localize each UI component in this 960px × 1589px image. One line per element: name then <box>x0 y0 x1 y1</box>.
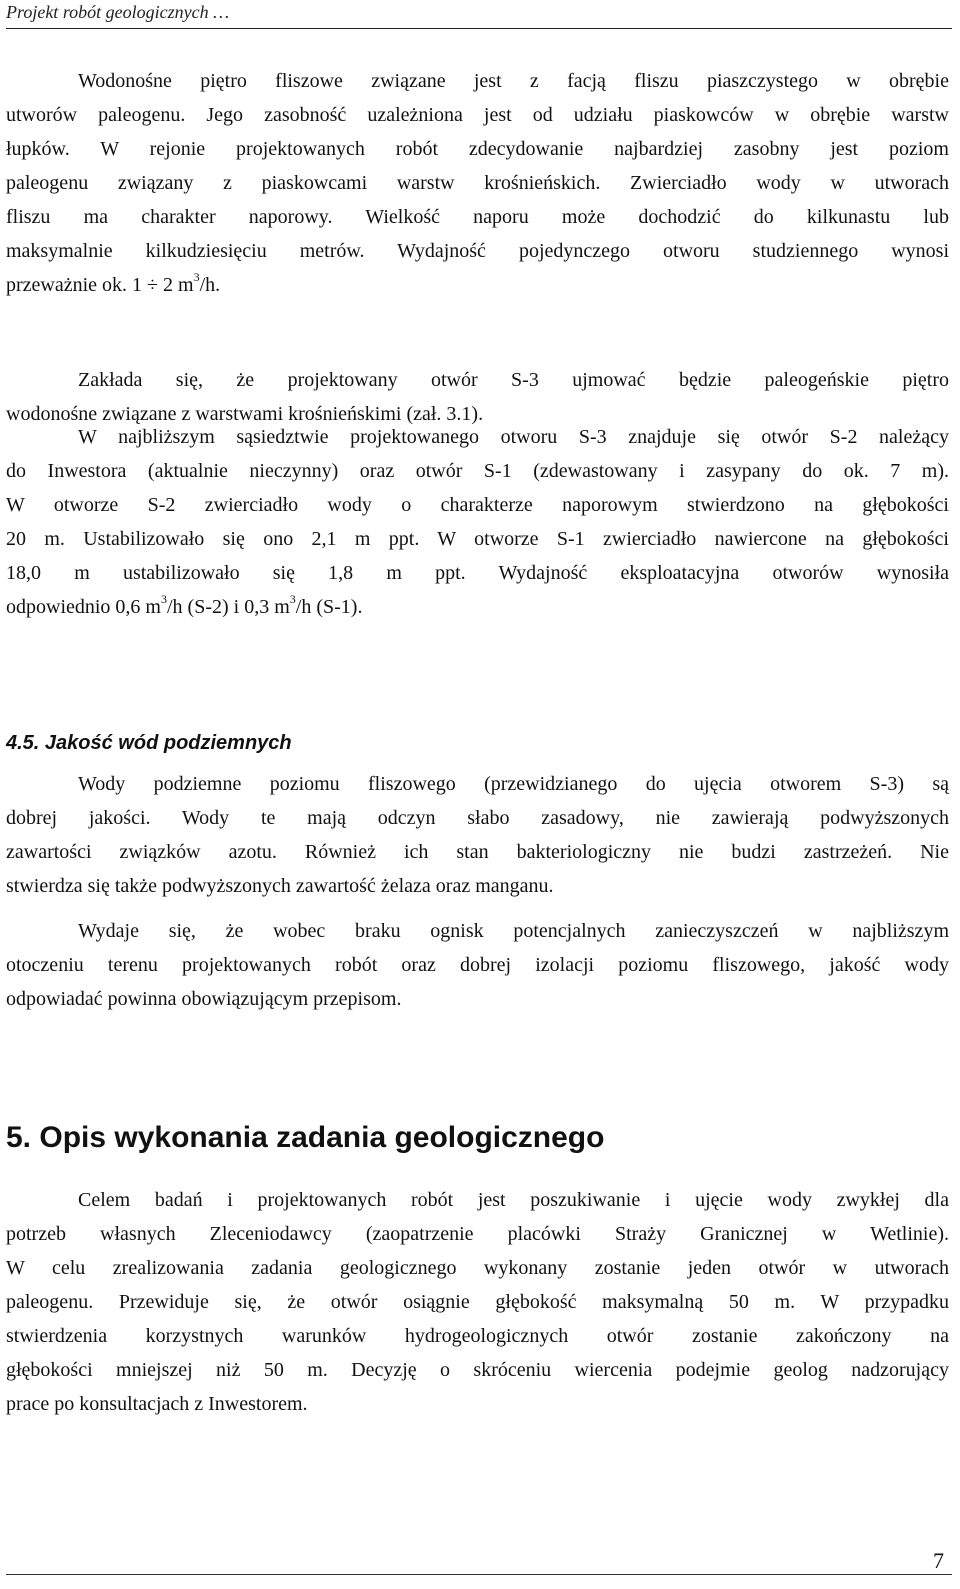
text-line: wodonośne związane z warstwami krośnieńskimi (zał. 3.1). <box>6 403 484 425</box>
paragraph-water-bearing-flysch <box>6 64 949 302</box>
paragraph-task-description <box>6 1183 949 1421</box>
text-line: zawartości związków azotu. Również ich stan bakteriologiczny nie budzi zastrzeżeń. Nie <box>6 841 949 863</box>
text-line: 18,0 m ustabilizowało się 1,8 m ppt. Wydajność eksploatacyjna otworów wynosiła <box>6 562 949 584</box>
text-line: W celu zrealizowania zadania geologicznego wykonany zostanie jeden otwór w utworach <box>6 1257 949 1279</box>
text-line <box>6 590 949 624</box>
header-title: Projekt robót geologicznych … <box>6 2 230 22</box>
text-fragment: /h. <box>199 274 221 296</box>
text-line: maksymalnie kilkudziesięciu metrów. Wydajność pojedynczego otworu studziennego wynosi <box>6 240 949 262</box>
text-line: fliszu ma charakter naporowy. Wielkość naporu może dochodzić do kilkunastu lub <box>6 206 949 228</box>
text-line: otoczeniu terenu projektowanych robót oraz dobrej izolacji poziomu fliszowego, jakość wody <box>6 954 949 976</box>
text-line: paleogenu związany z piaskowcami warstw krośnieńskich. Zwierciadło wody w utworach <box>6 172 949 194</box>
text-fragment: /h (S-1). <box>295 596 363 618</box>
text-line: Celem badań i projektowanych robót jest poszukiwanie i ujęcie wody zwykłej dla <box>78 1189 949 1211</box>
text-line: paleogenu. Przewiduje się, że otwór osiągnie głębokość maksymalną 50 m. W przypadku <box>6 1291 949 1313</box>
text-line: odpowiadać powinna obowiązującym przepisom. <box>6 988 402 1010</box>
text-fragment: /h (S-2) i 0,3 m <box>167 596 290 618</box>
text-line: głębokości mniejszej niż 50 m. Decyzję o skróceniu wiercenia podejmie geolog nadzorujący <box>6 1359 949 1381</box>
superscript: 3 <box>161 592 167 607</box>
text-fragment: odpowiednio 0,6 m <box>6 596 161 618</box>
text-line: prace po konsultacjach z Inwestorem. <box>6 1393 308 1415</box>
section-heading-5: 5. Opis wykonania zadania geologicznego <box>6 1121 605 1154</box>
paragraph-water-quality <box>6 767 949 903</box>
text-fragment: przeważnie ok. 1 ÷ 2 m <box>6 274 194 296</box>
text-line: łupków. W rejonie projektowanych robót zdecydowanie najbardziej zasobny jest poziom <box>6 138 949 160</box>
text-line: Wodonośne piętro fliszowe związane jest z facją fliszu piaszczystego w obrębie <box>78 70 949 92</box>
text-line: Zakłada się, że projektowany otwór S-3 ujmować będzie paleogeńskie piętro <box>78 369 949 391</box>
text-line: W najbliższym sąsiedztwie projektowanego otworu S-3 znajduje się otwór S-2 należący <box>78 426 949 448</box>
text-line: utworów paleogenu. Jego zasobność uzależniona jest od udziału piaskowców w obrębie warstw <box>6 104 949 126</box>
text-line: Wody podziemne poziomu fliszowego (przewidzianego do ujęcia otworem S-3) są <box>78 773 949 795</box>
paragraph-nearby-wells <box>6 420 949 624</box>
section-heading-4-5: 4.5. Jakość wód podziemnych <box>6 732 292 754</box>
text-line: potrzeb własnych Zleceniodawcy (zaopatrzenie placówki Straży Granicznej w Wetlinie). <box>6 1223 949 1245</box>
footer-divider <box>6 1574 952 1575</box>
text-line: Wydaje się, że wobec braku ognisk potencjalnych zanieczyszczeń w najbliższym <box>78 920 949 942</box>
text-line: dobrej jakości. Wody te mają odczyn słabo zasadowy, nie zawierają podwyższonych <box>6 807 949 829</box>
superscript: 3 <box>193 270 200 285</box>
page-header <box>6 0 952 29</box>
text-line <box>6 268 949 302</box>
text-line: 20 m. Ustabilizowało się ono 2,1 m ppt. W otworze S-1 zwierciadło nawiercone na głębokości <box>6 528 949 550</box>
superscript: 3 <box>289 592 296 607</box>
paragraph-conclusion <box>6 914 949 1016</box>
page-number: 7 <box>933 1548 944 1573</box>
text-line: W otworze S-2 zwierciadło wody o charakterze naporowym stwierdzono na głębokości <box>6 494 949 516</box>
text-line: do Inwestora (aktualnie nieczynny) oraz otwór S-1 (zdewastowany i zasypany do ok. 7 m). <box>6 460 949 482</box>
text-line: stwierdzenia korzystnych warunków hydrogeologicznych otwór zostanie zakończony na <box>6 1325 949 1347</box>
text-line: stwierdza się także podwyższonych zawartość żelaza oraz manganu. <box>6 875 554 897</box>
